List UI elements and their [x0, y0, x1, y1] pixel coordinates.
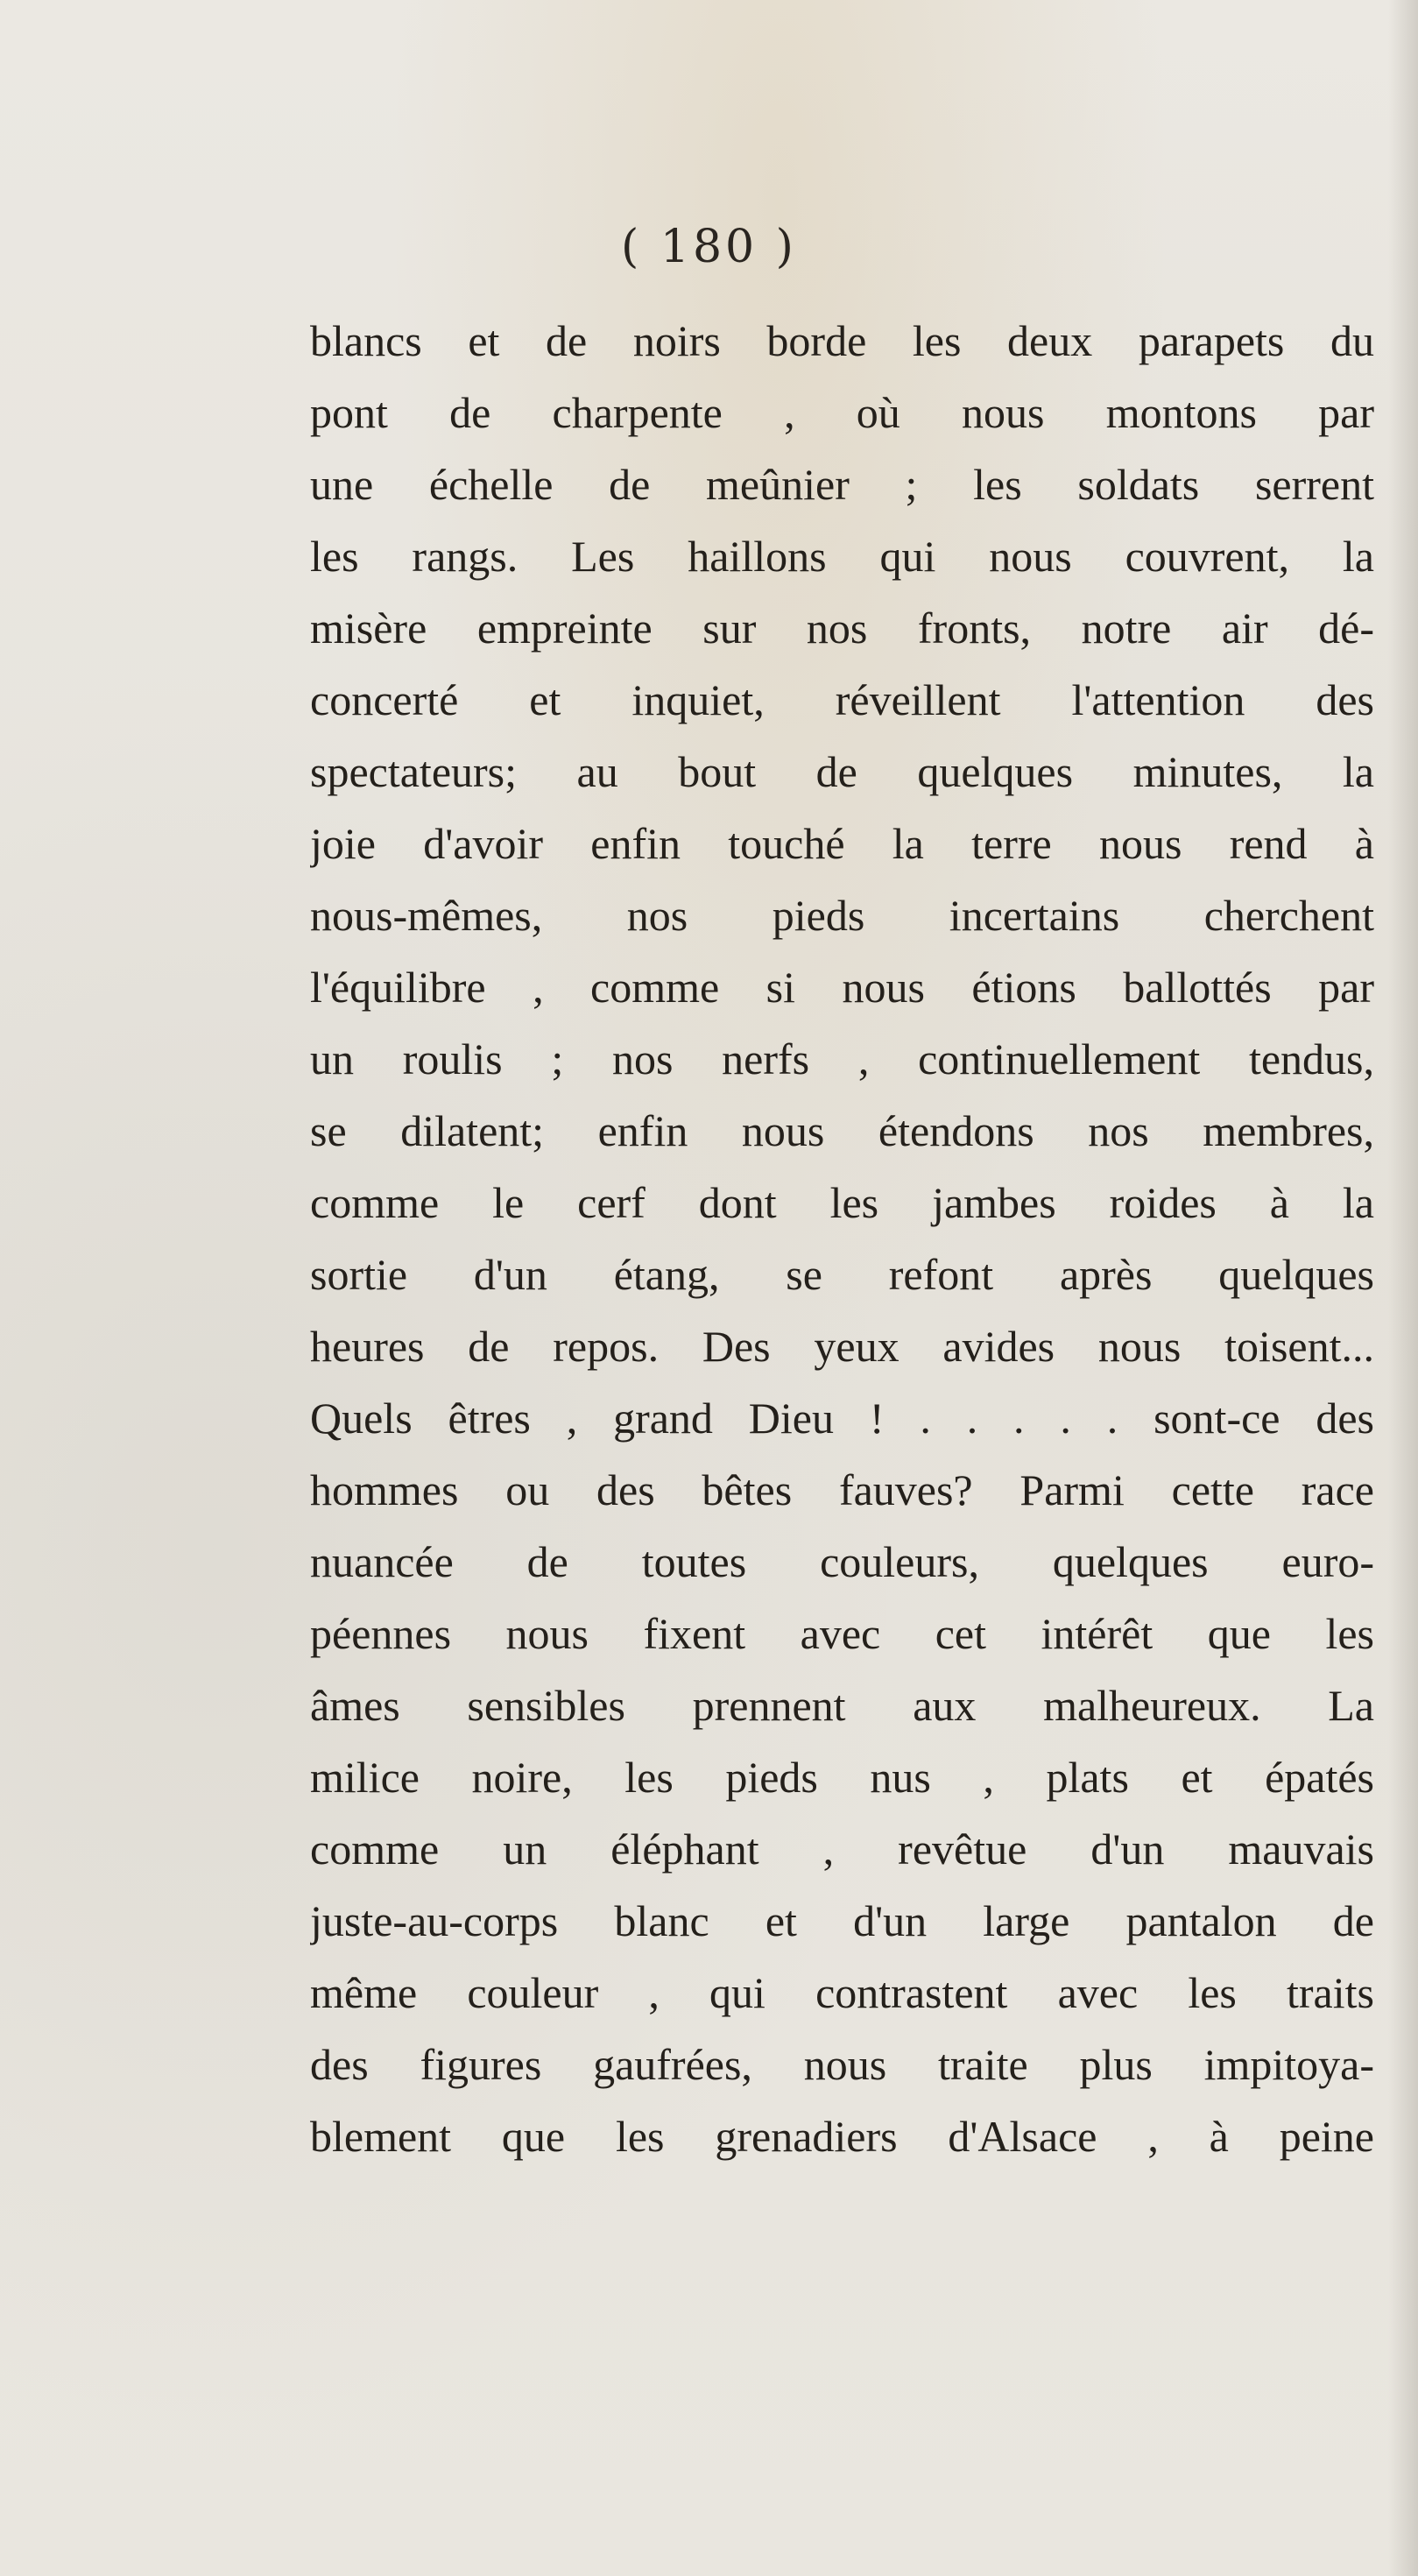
- text-line: blancs et de noirs borde les deux parapets du: [310, 316, 1374, 365]
- text-line: un roulis ; nos nerfs , continuellement tendus,: [310, 1034, 1374, 1083]
- text-line: Quels êtres , grand Dieu ! . . . . . sont-ce des: [310, 1394, 1374, 1443]
- text-line: l'équilibre , comme si nous étions ballottés par: [310, 963, 1374, 1012]
- text-line: heures de repos. Des yeux avides nous toisent...: [310, 1322, 1374, 1371]
- text-line: nous-mêmes, nos pieds incertains cherchent: [310, 891, 1374, 940]
- page-gutter-shadow: [1388, 0, 1418, 2576]
- text-line: âmes sensibles prennent aux malheureux. La: [310, 1681, 1374, 1730]
- text-line: sortie d'un étang, se refont après quelques: [310, 1250, 1374, 1299]
- text-line: les rangs. Les haillons qui nous couvrent, la: [310, 532, 1374, 581]
- text-line: misère empreinte sur nos fronts, notre air dé-: [310, 603, 1374, 653]
- text-line: spectateurs; au bout de quelques minutes, la: [310, 747, 1374, 796]
- text-line: comme un éléphant , revêtue d'un mauvais: [310, 1824, 1374, 1874]
- text-line: nuancée de toutes couleurs, quelques euro-: [310, 1537, 1374, 1586]
- text-line: péennes nous fixent avec cet intérêt que les: [310, 1609, 1374, 1658]
- page-number: ( 180 ): [621, 221, 797, 273]
- text-line: blement que les grenadiers d'Alsace , à peine: [310, 2112, 1374, 2161]
- text-line: hommes ou des bêtes fauves? Parmi cette race: [310, 1465, 1374, 1514]
- text-line: milice noire, les pieds nus , plats et épatés: [310, 1753, 1374, 1802]
- text-line: comme le cerf dont les jambes roides à la: [310, 1178, 1374, 1227]
- text-line: des figures gaufrées, nous traite plus impitoya-: [310, 2040, 1374, 2089]
- text-line: se dilatent; enfin nous étendons nos membres,: [310, 1106, 1374, 1155]
- text-line: une échelle de meûnier ; les soldats serrent: [310, 460, 1374, 509]
- text-line: concerté et inquiet, réveillent l'attention des: [310, 675, 1374, 724]
- body-text: [310, 305, 1374, 2172]
- text-line: joie d'avoir enfin touché la terre nous rend à: [310, 819, 1374, 868]
- text-line: juste-au-corps blanc et d'un large pantalon de: [310, 1896, 1374, 1945]
- text-line: même couleur , qui contrastent avec les traits: [310, 1968, 1374, 2017]
- text-line: pont de charpente , où nous montons par: [310, 388, 1374, 437]
